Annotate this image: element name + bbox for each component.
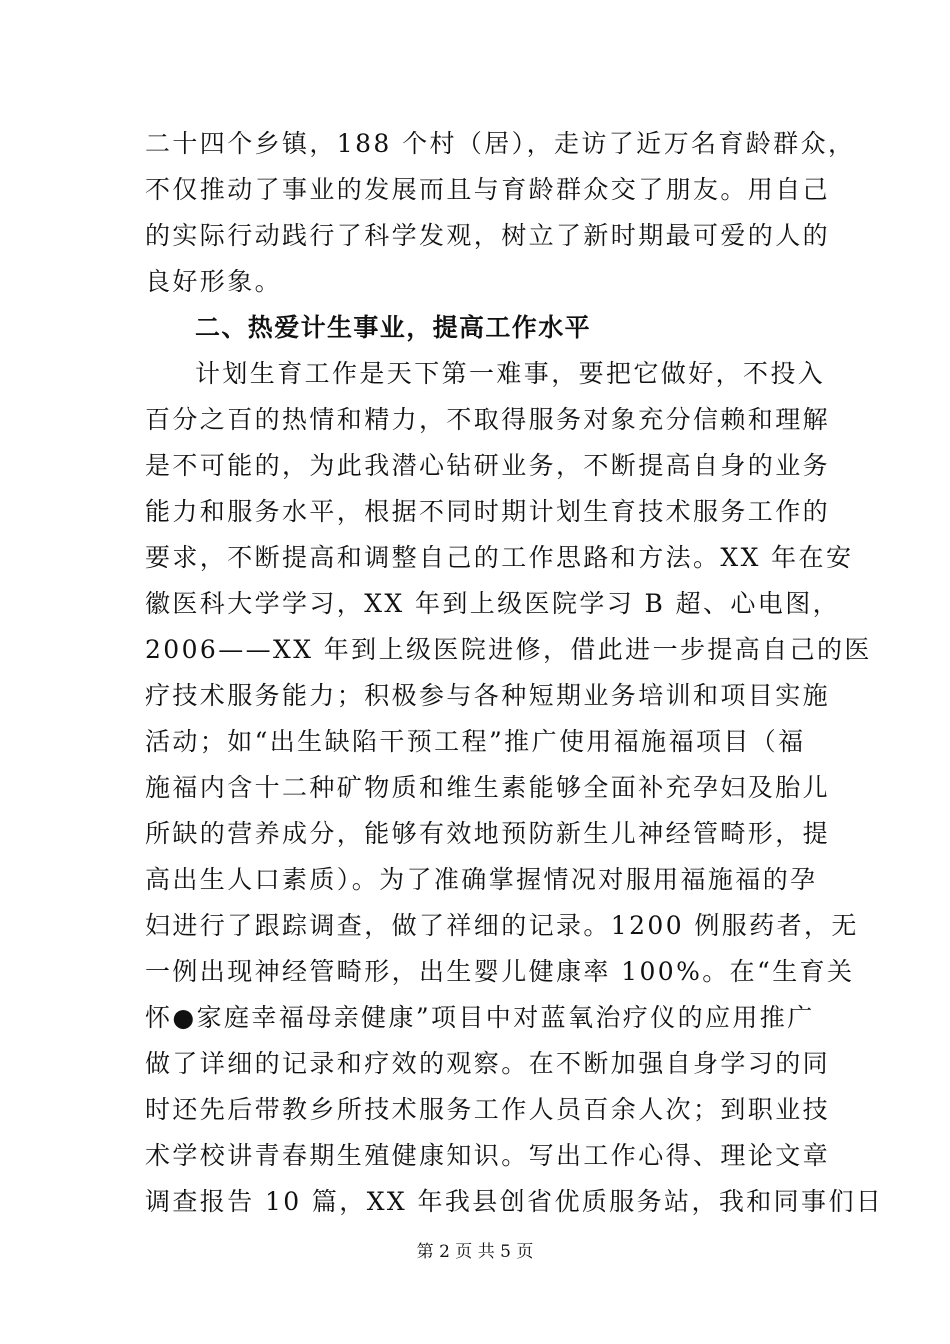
paragraph-line: 施福内含十二种矿物质和维生素能够全面补充孕妇及胎儿 bbox=[145, 773, 831, 802]
paragraph-line: 术学校讲青春期生殖健康知识。写出工作心得、理论文章 bbox=[145, 1141, 831, 1170]
paragraph-line: 所缺的营养成分，能够有效地预防新生儿神经管畸形，提 bbox=[145, 819, 831, 848]
paragraph-line: 妇进行了跟踪调查，做了祥细的记录。1200 例服药者，无 bbox=[145, 911, 859, 940]
section-heading: 二、热爱计生事业，提高工作水平 bbox=[195, 313, 592, 342]
paragraph-line: 时还先后带教乡所技术服务工作人员百余人次；到职业技 bbox=[145, 1095, 831, 1124]
paragraph-line: 疗技术服务能力；积极参与各种短期业务培训和项目实施 bbox=[145, 681, 831, 710]
paragraph-line: 怀●家庭幸福母亲健康”项目中对蓝氧治疗仪的应用推广 bbox=[145, 1003, 815, 1032]
paragraph-line: 百分之百的热情和精力，不取得服务对象充分信赖和理解 bbox=[145, 405, 831, 434]
paragraph-line: 良好形象。 bbox=[145, 267, 283, 296]
paragraph-line: 做了详细的记录和疗效的观察。在不断加强自身学习的同 bbox=[145, 1049, 831, 1078]
paragraph-line: 高出生人口素质）。为了准确掌握情况对服用福施福的孕 bbox=[145, 865, 818, 894]
paragraph-line: 调查报告 10 篇，XX 年我县创省优质服务站，我和同事们日 bbox=[145, 1187, 884, 1216]
paragraph-line: 能力和服务水平，根据不同时期计划生育技术服务工作的 bbox=[145, 497, 831, 526]
paragraph-line: 二十四个乡镇，188 个村（居），走访了近万名育龄群众， bbox=[145, 129, 856, 158]
paragraph-line: 的实际行动践行了科学发观，树立了新时期最可爱的人的 bbox=[145, 221, 831, 250]
paragraph-line: 是不可能的，为此我潜心钻研业务，不断提高自身的业务 bbox=[145, 451, 831, 480]
paragraph-line: 活动；如“出生缺陷干预工程”推广使用福施福项目（福 bbox=[145, 727, 806, 756]
paragraph-line: 2006——XX 年到上级医院进修，借此进一步提高自己的医 bbox=[145, 635, 872, 664]
paragraph-line: 要求，不断提高和调整自己的工作思路和方法。XX 年在安 bbox=[145, 543, 854, 572]
paragraph-line: 徽医科大学学习，XX 年到上级医院学习 B 超、心电图， bbox=[145, 589, 841, 618]
page-footer: 第 2 页 共 5 页 bbox=[416, 1242, 534, 1262]
paragraph-line: 计划生育工作是天下第一难事，要把它做好，不投入 bbox=[195, 359, 826, 388]
paragraph-line: 一例出现神经管畸形，出生婴儿健康率 100%。在“生育关 bbox=[145, 957, 855, 986]
paragraph-line: 不仅推动了事业的发展而且与育龄群众交了朋友。用自己 bbox=[145, 175, 831, 204]
